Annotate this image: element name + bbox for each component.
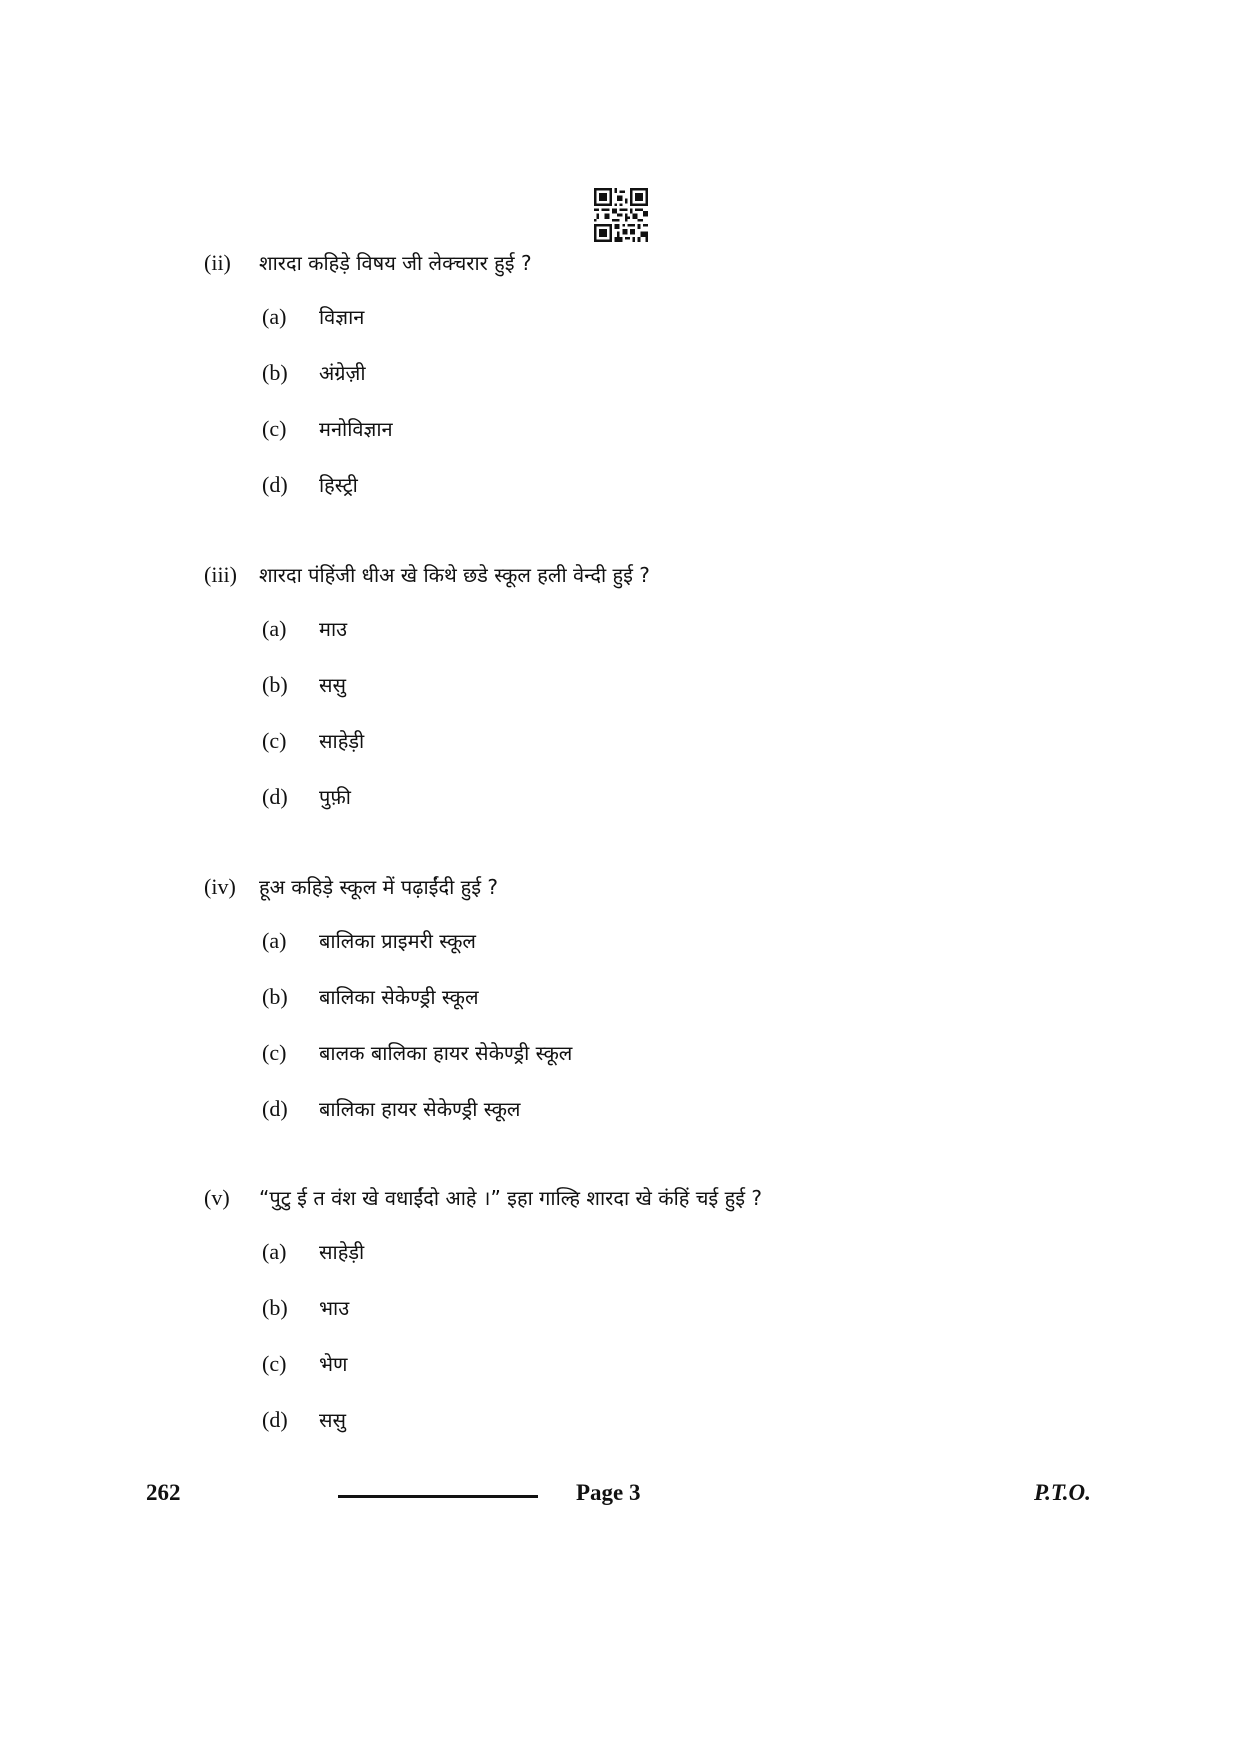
option-text: बालिका हायर सेकेण्ड्री स्कूल xyxy=(319,1097,521,1121)
option-text: अंग्रेज़ी xyxy=(319,361,366,385)
option-text: मनोविज्ञान xyxy=(319,417,393,441)
question-text: हूअ कहिड़े स्कूल में पढ़ाईंदी हुई ? xyxy=(259,875,499,899)
option-label: (c) xyxy=(262,1040,287,1065)
option-label: (d) xyxy=(262,472,288,497)
question-number: (v) xyxy=(204,1185,230,1210)
option-label: (d) xyxy=(262,1096,288,1121)
option-label: (a) xyxy=(262,1239,287,1264)
option-b xyxy=(262,982,1104,1012)
option-text: भेण xyxy=(319,1352,348,1376)
option-d xyxy=(262,1094,1104,1124)
page-footer xyxy=(0,1480,1241,1520)
question-iv xyxy=(204,872,1104,1124)
option-label: (b) xyxy=(262,984,288,1009)
paper-code: 262 xyxy=(146,1480,181,1505)
option-c xyxy=(262,1038,1104,1068)
footer-divider xyxy=(338,1495,538,1498)
option-b xyxy=(262,670,1104,700)
option-text: बालिका सेकेण्ड्री स्कूल xyxy=(319,985,479,1009)
option-label: (c) xyxy=(262,416,287,441)
option-c xyxy=(262,1349,1104,1379)
option-c xyxy=(262,726,1104,756)
option-label: (c) xyxy=(262,1351,287,1376)
option-text: साहेड़ी xyxy=(319,729,365,753)
question-v xyxy=(204,1183,1104,1435)
option-label: (b) xyxy=(262,360,288,385)
option-label: (d) xyxy=(262,784,288,809)
question-number: (ii) xyxy=(204,250,231,275)
option-text: विज्ञान xyxy=(319,305,365,329)
option-text: माउ xyxy=(319,617,348,641)
option-label: (b) xyxy=(262,1295,288,1320)
option-b xyxy=(262,358,1104,388)
option-a xyxy=(262,302,1104,332)
question-text: शारदा पंहिंजी धीअ खे किथे छडे स्कूल हली वेन्दी हुई ? xyxy=(259,563,650,587)
option-text: बालिका प्राइमरी स्कूल xyxy=(319,929,476,953)
question-text: “पुटु ई त वंश खे वधाईंदो आहे ।” इहा गाल्हि शारदा खे कंहिं चई हुई ? xyxy=(259,1186,763,1210)
option-label: (a) xyxy=(262,616,287,641)
page-number: Page 3 xyxy=(576,1480,641,1505)
qr-code-icon xyxy=(594,188,648,242)
question-iii xyxy=(204,560,1104,812)
option-d xyxy=(262,782,1104,812)
question-ii xyxy=(204,248,1104,500)
pto-label: P.T.O. xyxy=(1034,1480,1091,1505)
option-d xyxy=(262,1405,1104,1435)
option-text: ससु xyxy=(319,1408,347,1432)
option-label: (c) xyxy=(262,728,287,753)
question-number: (iv) xyxy=(204,874,236,899)
question-text: शारदा कहिड़े विषय जी लेक्चरार हुई ? xyxy=(259,251,532,275)
option-text: साहेड़ी xyxy=(319,1240,365,1264)
option-label: (a) xyxy=(262,928,287,953)
option-text: भाउ xyxy=(319,1296,350,1320)
option-b xyxy=(262,1293,1104,1323)
option-a xyxy=(262,1237,1104,1267)
option-label: (d) xyxy=(262,1407,288,1432)
option-d xyxy=(262,470,1104,500)
option-c xyxy=(262,414,1104,444)
option-a xyxy=(262,614,1104,644)
option-a xyxy=(262,926,1104,956)
option-text: ससु xyxy=(319,673,347,697)
option-label: (b) xyxy=(262,672,288,697)
option-text: पुफ़ी xyxy=(319,785,351,809)
option-text: बालक बालिका हायर सेकेण्ड्री स्कूल xyxy=(319,1041,573,1065)
option-text: हिस्ट्री xyxy=(319,473,358,497)
option-label: (a) xyxy=(262,304,287,329)
question-number: (iii) xyxy=(204,562,237,587)
